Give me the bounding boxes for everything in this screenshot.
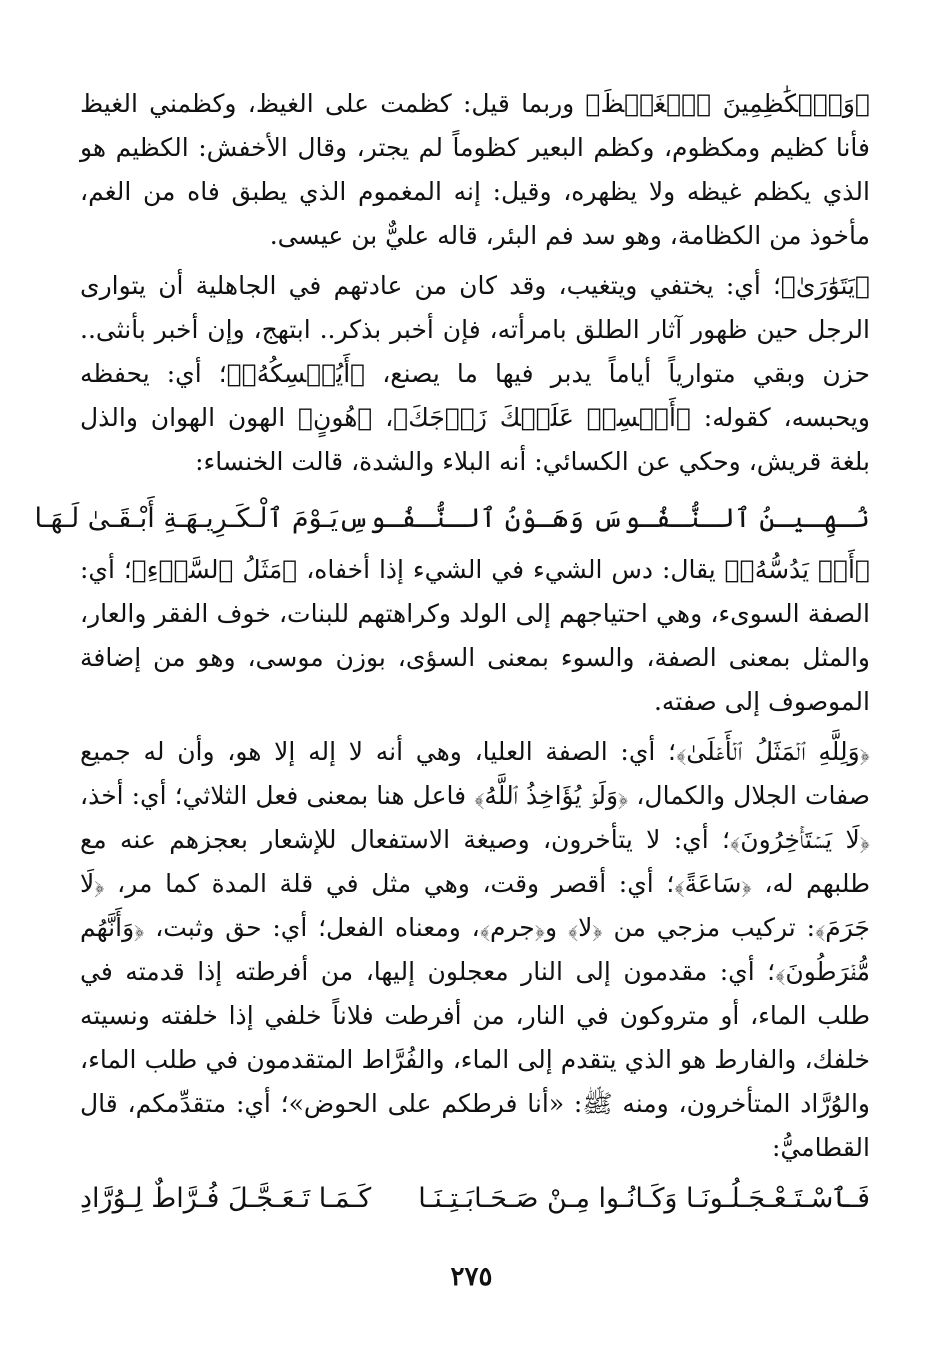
page-number: ٢٧٥ [450, 1262, 493, 1292]
verse-second-hemistich: يَـوْمَ ٱلْـكَـرِيـهَـةِ أَبْـقَـىٰ لَـهَـا [34, 503, 338, 534]
poetry-verse-khansa [34, 490, 870, 548]
paragraph-kazimin: ﴿وَٱلۡكَٰظِمِينَ ٱلۡغَيۡظَ﴾ وربما قيل: كظمت على الغيظ، وكظمني الغيظ فأنا كظيم ومكظوم، وكظم البعير كظوماً لم يجتر، وقال الأخفش: الكظيم هو الذي يكظم غيظه ولا يظهره، وقيل: إنه المغموم الذي يطبق فاه من الغم، مأخوذ من الكظامة، وهو سد فم البئر، قاله عليٌّ بن عيسى. [80, 89, 870, 250]
paragraph-almathal-alala: ﴿وَلِلَّهِ ٱلۡمَثَلُ ٱلۡأَعۡلَىٰ﴾؛ أي: الصفة العليا، وهي أنه لا إله إلا هو، وأن له جميع صفات الجلال والكمال، ﴿وَلَوۡ يُؤَاخِذُ ٱللَّهُ﴾ فاعل هنا بمعنى فعل الثلاثي؛ أي: أخذ، ﴿لَا يَسۡتَأۡخِرُونَ﴾؛ أي: لا يتأخرون، وصيغة الاستفعال للإشعار بعجزهم عنه مع طلبهم له، ﴿سَاعَةً﴾؛ أي: أقصر وقت، وهي مثل في قلة المدة كما مر، ﴿لَا جَرَمَ﴾: تركيب مزجي من ﴿لا﴾ و﴿جرم﴾، ومعناه الفعل؛ أي: حق وثبت، ﴿وَأَنَّهُم مُّفۡرَطُونَ﴾؛ أي: مقدمون إلى النار معجلون إليها، من أفرطته إذا قدمته في طلب الماء، أو متروكون في النار، من أفرطت فلاناً خلفي إذا خلفته ونسيته خلفك، والفارط هو الذي يتقدم إلى الماء، والفُرَّاط المتقدمون في طلب الماء، والوُرَّاد المتأخرون، ومنه ﷺ: «أنا فرطكم على الحوض»؛ أي: متقدِّمكم، قال القطاميُّ: [80, 737, 870, 1162]
paragraph-yatawara: ﴿يَتَوَٰرَىٰ﴾؛ أي: يختفي ويتغيب، وقد كان من عادتهم في الجاهلية أن يتوارى الرجل حين ظهور آثار الطلق بامرأته، فإن أخبر بذكر.. ابتهج، وإن أخبر بأنثى.. حزن وبقي متوارياً أياماً يدبر فيها ما يصنع، ﴿أَيُمۡسِكُهُۥ﴾؛ أي: يحفظه ويحبسه، كقوله: ﴿أَمۡسِكۡ عَلَيۡكَ زَوۡجَكَ﴾، ﴿هُونٍ﴾ الهون الهوان والذل بلغة قريش، وحكي عن الكسائي: أنه البلاء والشدة، قالت الخنساء: [80, 271, 870, 476]
poetry-verse-qutami [80, 1170, 870, 1228]
paragraph-yadussuhu: ﴿أَمۡ يَدُسُّهُۥ﴾ يقال: دس الشيء في الشيء إذا أخفاه، ﴿مَثَلُ ٱلسَّوۡءِ﴾؛ أي: الصفة السوىء، وهي احتياجهم إلى الولد وكراهتهم للبنات، خوف الفقر والعار، والمثل بمعنى الصفة، والسوء بمعنى السؤى، بوزن موسى، وهو من إضافة الموصوف إلى صفته. [80, 555, 870, 716]
verse-first-hemistich: فَـٱسْـتَـعْـجَـلُـونَـا وَكَـانُـوا مِـنْ صَـحَـابَـتِـنَـا [418, 1183, 870, 1214]
verse-second-hemistich: كَـمَـا تَـعَـجَّـلَ فُـرَّاطٌ لِـوُرَّادِ [80, 1183, 372, 1214]
book-page [34, 82, 870, 1228]
verse-first-hemistich: نُـهِـيـنُ ٱلـنُّـفُـوسَ وَهَـوْنُ ٱلـنُّـفُـوسِ [338, 503, 870, 534]
